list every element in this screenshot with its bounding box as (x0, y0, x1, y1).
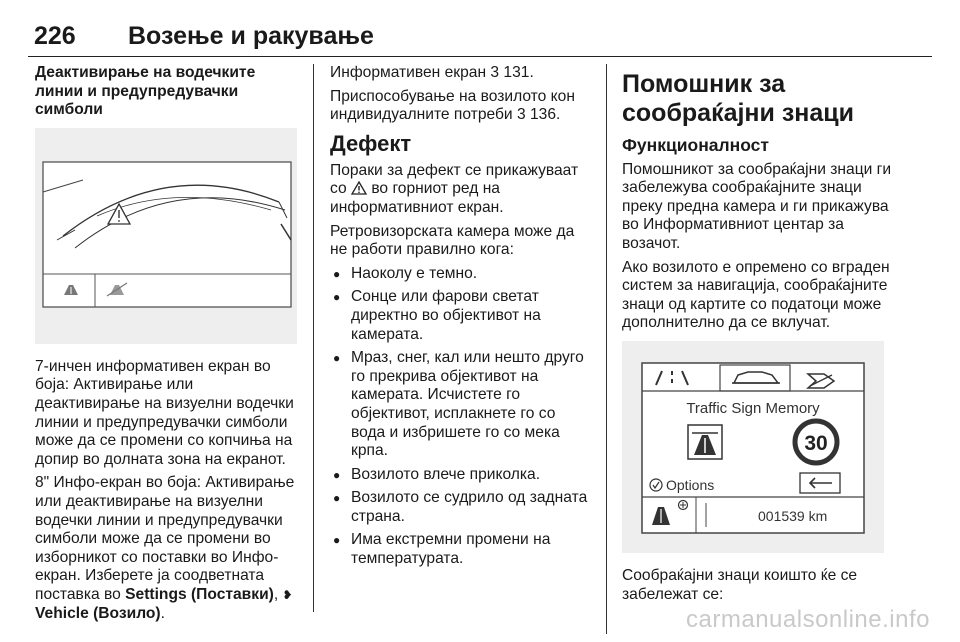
paragraph-camera-conditions: Ретровизорската камера може да не работи правилно кога: (330, 222, 575, 259)
settings-menu-label: Settings (Поставки) (125, 585, 274, 603)
options-label: Options (666, 476, 715, 493)
paragraph-7inch-display: 7-инчен информативен екран во боја: Активирање или деактивирање на визуелни водечки линии и предупредувачки симболи може да се промени со копчиња на допир во долната зона на екранот. (35, 357, 294, 468)
subsection-functionality: Функционалност (622, 135, 769, 155)
list-item: ● Возилото се судрило од задната страна. (330, 489, 592, 526)
motorway-sign-icon (688, 425, 722, 459)
back-arrow-icon (800, 473, 840, 493)
paragraph-functionality: Помошникот за сообраќајни знаци ги забележува сообраќајните знаци преку предна камера и ги прикажува во Информативниот центар за возачот. (622, 160, 892, 252)
watermark: carmanualsonline.info (686, 606, 930, 633)
page-number: 226 (34, 22, 76, 50)
odometer-reading: 001539 km (758, 507, 828, 524)
section-heading-fault: Дефект (330, 130, 412, 156)
reference-info-display: Информативен екран 3 131. (330, 64, 534, 81)
list-item: ● Наоколу е темно. (330, 265, 592, 284)
column-right (622, 64, 892, 609)
camera-conditions-list (330, 265, 592, 569)
rear-camera-screen-svg (35, 128, 297, 344)
menu-arrow-icon: ❥ (282, 587, 293, 602)
vehicle-menu-label: Vehicle (Возило) (35, 604, 161, 622)
column-divider-right (606, 64, 607, 634)
column-middle (330, 64, 592, 574)
page-reference: 3 131. (490, 64, 534, 81)
column-left (35, 64, 300, 628)
column-divider-left (313, 64, 314, 612)
paragraph-8inch-display: 8" Инфо-екран во боја: Активирање или деактивирање на визуелни водечки линии и предупредувачки симболи може да се промени во изборникот со поставки во Инфо-екран. Изберете ја соодветната поставка во Settings (Поставки), ❥ Vehicle (Возило). (35, 474, 295, 622)
traffic-sign-display-illustration (622, 341, 884, 553)
reference-personalisation: Приспособување на возилото кон индивидуалните потреби 3 136. (330, 87, 575, 124)
speed-limit-sign-icon (795, 421, 837, 463)
page-header (28, 22, 932, 57)
list-item: ● Мраз, снег, кал или нешто друго го прекрива објективот на камерата. Исчистете го објективот, исплакнете го со вода и избришете го со мека крпа. (330, 349, 592, 461)
display-title: Traffic Sign Memory (686, 399, 820, 417)
rear-camera-illustration (35, 128, 297, 344)
list-item: ● Сонце или фарови светат директно во објективот на камерата. (330, 288, 592, 344)
list-item: ● Има екстремни промени на температурата. (330, 531, 592, 568)
paragraph-navigation: Ако возилото е опремено со вграден систем за навигација, сообраќајните знаци од картите со податоци може дополнително да се вклучат. (622, 258, 890, 332)
section-title-traffic-sign-assistant: Помошник за сообраќајни знаци (622, 70, 855, 127)
warning-triangle-icon (351, 181, 367, 195)
speed-limit-value: 30 (804, 431, 828, 455)
paragraph-fault-messages: Пораки за дефект се прикажуваат со во горниот ред на информативниот екран. (330, 161, 579, 216)
page-reference: 3 136. (516, 106, 561, 124)
section-heading-guidelines: Деактивирање на водечките линии и предупредувачки симболи (35, 64, 256, 119)
driver-info-display-svg (622, 341, 884, 553)
paragraph-detected-signs: Сообраќајни знаци коишто ќе се забележат се: (622, 566, 858, 603)
running-title: Возење и ракување (128, 22, 374, 50)
list-item: ● Возилото влече приколка. (330, 466, 592, 485)
